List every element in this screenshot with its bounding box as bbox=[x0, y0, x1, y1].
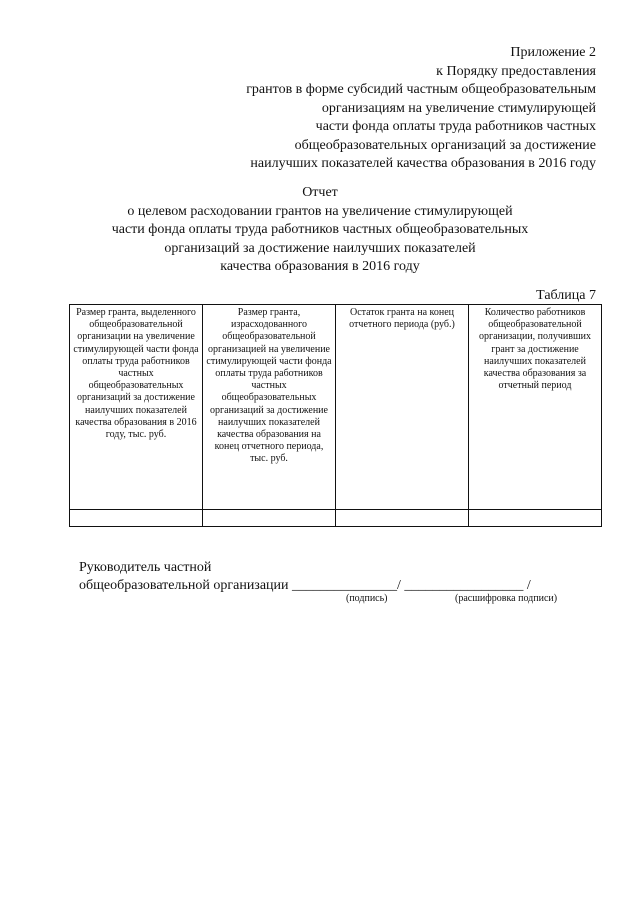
table-cell bbox=[469, 510, 602, 527]
appendix-line: организациям на увеличение стимулирующей bbox=[321, 100, 596, 116]
appendix-line: наилучших показателей качества образования в 2016 году bbox=[250, 156, 596, 171]
appendix-line: к Порядку предоставления bbox=[436, 63, 596, 79]
report-title-line: организаций за достижение наилучших показателей bbox=[164, 240, 476, 256]
table-row bbox=[70, 510, 602, 527]
signature-line: общеобразовательной организации _______________/ _________________ / bbox=[79, 578, 531, 593]
report-title-line: Отчет bbox=[302, 185, 338, 200]
report-title-line: части фонда оплаты труда работников частных общеобразовательных bbox=[111, 222, 529, 237]
table-header-row bbox=[70, 305, 602, 510]
signature-block bbox=[79, 559, 531, 595]
header-cell-grant-remainder: Остаток гранта на конец отчетного периода (руб.) bbox=[336, 305, 469, 510]
signer-title-line: Руководитель частной bbox=[79, 560, 212, 575]
report-title bbox=[60, 184, 580, 277]
table-label: Таблица 7 bbox=[536, 288, 596, 303]
table-cell bbox=[336, 510, 469, 527]
table-cell bbox=[203, 510, 336, 527]
report-title-line: о целевом расходовании грантов на увеличение стимулирующей bbox=[127, 203, 513, 219]
header-cell-grant-allocated: Размер гранта, выделенного общеобразовательной организации на увеличение стимулирующей части фонда оплаты труда работников частных общеобразовательных организаций за достижение наилучших показателей качества образования в 2016 году, тыс. руб. bbox=[70, 305, 203, 510]
table-cell bbox=[70, 510, 203, 527]
report-table bbox=[69, 304, 602, 527]
header-cell-grant-spent: Размер гранта, израсходованного общеобразовательной организацией на увеличение стимулирующей части фонда оплаты труда работников частных общеобразовательных организаций за достижение наилучших показателей качества образования на конец отчетного периода, тыс. руб. bbox=[203, 305, 336, 510]
signature-caption: (подпись) bbox=[346, 593, 388, 604]
appendix-line: части фонда оплаты труда работников частных bbox=[315, 119, 596, 134]
appendix-line: грантов в форме субсидий частным общеобразовательным bbox=[246, 82, 596, 97]
appendix-header bbox=[176, 44, 596, 174]
appendix-line: Приложение 2 bbox=[510, 45, 596, 60]
decoding-caption: (расшифровка подписи) bbox=[455, 593, 558, 604]
report-title-line: качества образования в 2016 году bbox=[220, 259, 420, 274]
appendix-line: общеобразовательных организаций за достижение bbox=[294, 137, 596, 153]
header-cell-employees-count: Количество работников общеобразовательной организации, получивших грант за достижение наилучших показателей качества образования за отчетный период bbox=[469, 305, 602, 510]
